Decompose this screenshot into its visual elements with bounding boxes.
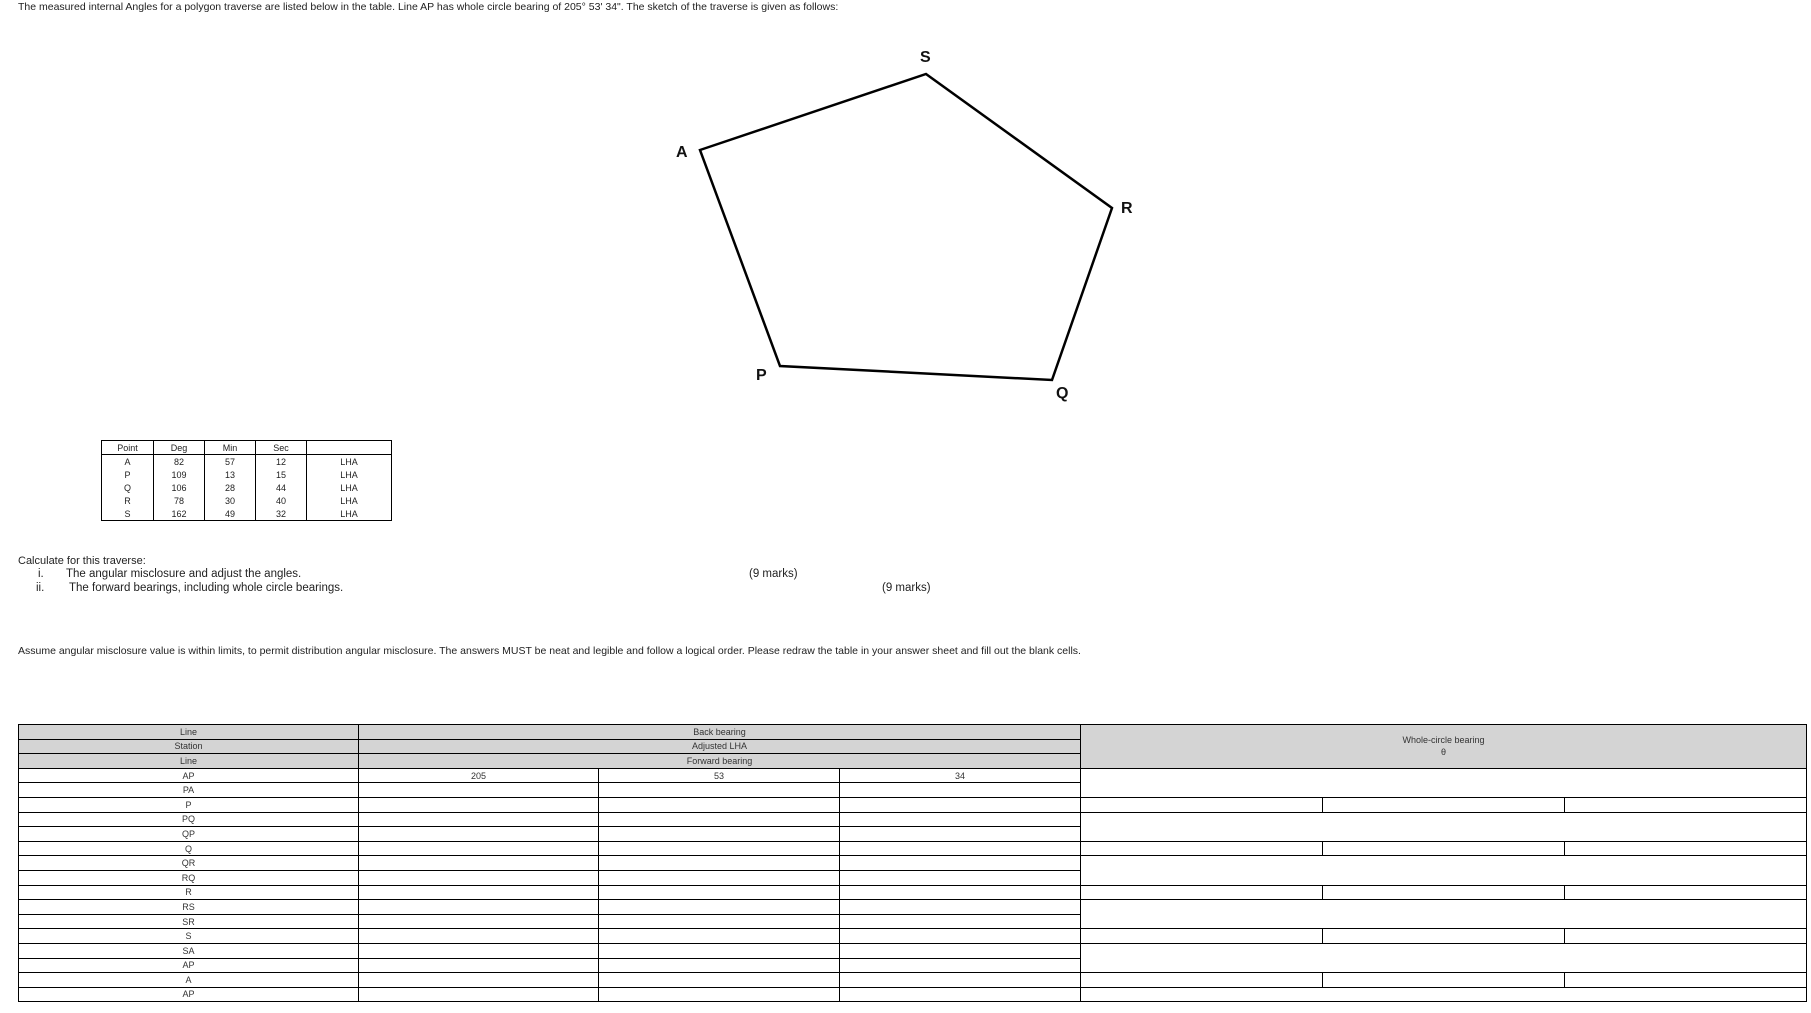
cell-sec: 44 <box>256 481 307 494</box>
answer-cell-sec <box>840 870 1081 885</box>
cell-sec: 15 <box>256 468 307 481</box>
answer-cell-deg: 205 <box>359 768 599 783</box>
task-item-1-number: i. <box>38 568 44 580</box>
answer-cell-min <box>599 973 840 988</box>
answer-cell-sec <box>840 943 1081 958</box>
answer-row-label: Q <box>19 841 359 856</box>
task-heading: Calculate for this traverse: <box>18 555 146 567</box>
answer-cell-min <box>599 900 840 915</box>
answer-row-label: QP <box>19 827 359 842</box>
table-row <box>19 812 1807 827</box>
answer-cell-deg <box>359 783 599 798</box>
wcb-cell-sec <box>1565 841 1807 856</box>
angles-header-row <box>102 441 392 455</box>
answer-cell-deg <box>359 856 599 871</box>
wcb-cell-min <box>1323 885 1565 900</box>
cell-deg: 106 <box>154 481 205 494</box>
wcb-cell-sec <box>1565 973 1807 988</box>
wcb-cell-sec <box>1565 885 1807 900</box>
cell-sec: 12 <box>256 455 307 469</box>
answer-cell-min <box>599 943 840 958</box>
answer-header-title: Forward bearing <box>359 754 1081 769</box>
angles-table <box>101 440 392 521</box>
header-min: Min <box>205 441 256 455</box>
answer-table <box>18 724 1807 1002</box>
task-item-1-marks: (9 marks) <box>749 568 798 580</box>
answer-cell-sec <box>840 914 1081 929</box>
cell-deg: 78 <box>154 494 205 507</box>
answer-cell-sec <box>840 900 1081 915</box>
answer-row-label: AP <box>19 987 359 1002</box>
wcb-cell-sec <box>1565 929 1807 944</box>
answer-cell-min <box>599 958 840 973</box>
cell-type: LHA <box>307 468 392 481</box>
label-s: S <box>920 49 931 66</box>
answer-row-label: S <box>19 929 359 944</box>
answer-cell-deg <box>359 841 599 856</box>
cell-type: LHA <box>307 455 392 469</box>
answer-header-label: Line <box>19 725 359 740</box>
cell-sec: 40 <box>256 494 307 507</box>
answer-cell-sec <box>840 929 1081 944</box>
wcb-cell-min <box>1323 973 1565 988</box>
cell-sec: 32 <box>256 507 307 521</box>
answer-row-label: AP <box>19 768 359 783</box>
answer-cell-deg <box>359 900 599 915</box>
header-type <box>307 441 392 455</box>
answer-header-label: Line <box>19 754 359 769</box>
table-row <box>19 929 1807 944</box>
task-item-2-marks: (9 marks) <box>882 582 931 594</box>
wcb-cell <box>1081 943 1807 972</box>
wcb-cell <box>1081 768 1807 797</box>
answer-header-title: Back bearing <box>359 725 1081 740</box>
label-r: R <box>1121 200 1133 217</box>
answer-cell-min <box>599 783 840 798</box>
cell-deg: 109 <box>154 468 205 481</box>
label-a: A <box>676 144 688 161</box>
answer-cell-deg <box>359 870 599 885</box>
table-row <box>19 856 1807 871</box>
answer-cell-min <box>599 929 840 944</box>
answer-cell-deg <box>359 885 599 900</box>
answer-cell-min <box>599 812 840 827</box>
answer-header-row <box>19 725 1807 740</box>
cell-type: LHA <box>307 494 392 507</box>
answer-cell-min <box>599 987 840 1002</box>
wcb-cell-sec <box>1565 797 1807 812</box>
table-row <box>19 973 1807 988</box>
table-row <box>19 900 1807 915</box>
answer-cell-min <box>599 797 840 812</box>
table-row <box>19 943 1807 958</box>
table-row <box>19 841 1807 856</box>
wcb-cell-min <box>1323 841 1565 856</box>
answer-cell-sec <box>840 783 1081 798</box>
table-row <box>19 768 1807 783</box>
answer-row-label: RS <box>19 900 359 915</box>
cell-point: A <box>102 455 154 469</box>
answer-cell-deg <box>359 797 599 812</box>
answer-cell-min <box>599 827 840 842</box>
table-row <box>102 481 392 494</box>
answer-row-label: PA <box>19 783 359 798</box>
wcb-cell-deg <box>1081 929 1323 944</box>
cell-point: R <box>102 494 154 507</box>
answer-row-label: PQ <box>19 812 359 827</box>
intro-text: The measured internal Angles for a polygon traverse are listed below in the table. Line AP has whole circle bearing of 205° 53' 34". The sketch of the traverse is given as follows: <box>18 1 839 13</box>
wcb-header-label: Whole-circle bearing <box>1402 735 1485 746</box>
answer-cell-deg <box>359 914 599 929</box>
answer-cell-sec <box>840 856 1081 871</box>
answer-row-label: RQ <box>19 870 359 885</box>
wcb-theta-symbol: θ <box>1440 747 1446 758</box>
cell-deg: 162 <box>154 507 205 521</box>
wcb-cell <box>1081 900 1807 929</box>
answer-row-label: P <box>19 797 359 812</box>
answer-cell-deg <box>359 958 599 973</box>
table-row <box>102 468 392 481</box>
answer-cell-min: 53 <box>599 768 840 783</box>
answer-cell-min <box>599 870 840 885</box>
answer-row-label: AP <box>19 958 359 973</box>
table-row <box>19 885 1807 900</box>
wcb-cell <box>1081 856 1807 885</box>
task-item-2-number: ii. <box>36 582 45 594</box>
answer-cell-min <box>599 914 840 929</box>
wcb-cell-deg <box>1081 797 1323 812</box>
wcb-cell-min <box>1323 797 1565 812</box>
answer-row-label: QR <box>19 856 359 871</box>
answer-cell-sec: 34 <box>840 768 1081 783</box>
cell-min: 30 <box>205 494 256 507</box>
traverse-polygon <box>700 74 1112 380</box>
answer-cell-deg <box>359 929 599 944</box>
cell-min: 13 <box>205 468 256 481</box>
answer-cell-min <box>599 841 840 856</box>
cell-min: 57 <box>205 455 256 469</box>
answer-cell-sec <box>840 987 1081 1002</box>
wcb-cell-deg <box>1081 973 1323 988</box>
answer-cell-deg <box>359 827 599 842</box>
label-p: P <box>756 367 767 384</box>
table-row <box>102 455 392 469</box>
table-row <box>19 797 1807 812</box>
wcb-header <box>1081 725 1807 769</box>
answer-cell-sec <box>840 841 1081 856</box>
answer-cell-sec <box>840 797 1081 812</box>
answer-cell-min <box>599 885 840 900</box>
task-item-1-text: The angular misclosure and adjust the angles. <box>66 568 302 580</box>
answer-row-label: A <box>19 973 359 988</box>
answer-cell-sec <box>840 973 1081 988</box>
answer-cell-min <box>599 856 840 871</box>
answer-cell-sec <box>840 827 1081 842</box>
cell-type: LHA <box>307 507 392 521</box>
traverse-sketch <box>660 36 1140 416</box>
table-row <box>102 494 392 507</box>
cell-min: 28 <box>205 481 256 494</box>
wcb-cell <box>1081 987 1807 1002</box>
answer-cell-sec <box>840 885 1081 900</box>
header-deg: Deg <box>154 441 205 455</box>
answer-cell-deg <box>359 973 599 988</box>
answer-header-title: Adjusted LHA <box>359 739 1081 754</box>
answer-cell-sec <box>840 812 1081 827</box>
cell-point: Q <box>102 481 154 494</box>
answer-cell-deg <box>359 943 599 958</box>
answer-cell-sec <box>840 958 1081 973</box>
cell-point: S <box>102 507 154 521</box>
instructions-text: Assume angular misclosure value is within limits, to permit distribution angular misclosure. The answers MUST be neat and legible and follow a logical order. Please redraw the table in your answer sheet and fill out the blank cells. <box>18 645 1081 657</box>
cell-min: 49 <box>205 507 256 521</box>
table-row <box>19 987 1807 1002</box>
answer-row-label: SR <box>19 914 359 929</box>
wcb-cell-min <box>1323 929 1565 944</box>
cell-type: LHA <box>307 481 392 494</box>
wcb-cell <box>1081 812 1807 841</box>
answer-row-label: R <box>19 885 359 900</box>
answer-cell-deg <box>359 812 599 827</box>
wcb-cell-deg <box>1081 885 1323 900</box>
answer-header-label: Station <box>19 739 359 754</box>
task-item-2-text: The forward bearings, including whole circle bearings. <box>69 582 344 594</box>
header-point: Point <box>102 441 154 455</box>
table-row <box>102 507 392 521</box>
answer-row-label: SA <box>19 943 359 958</box>
cell-deg: 82 <box>154 455 205 469</box>
header-sec: Sec <box>256 441 307 455</box>
cell-point: P <box>102 468 154 481</box>
wcb-cell-deg <box>1081 841 1323 856</box>
answer-cell-deg <box>359 987 599 1002</box>
label-q: Q <box>1056 385 1069 402</box>
